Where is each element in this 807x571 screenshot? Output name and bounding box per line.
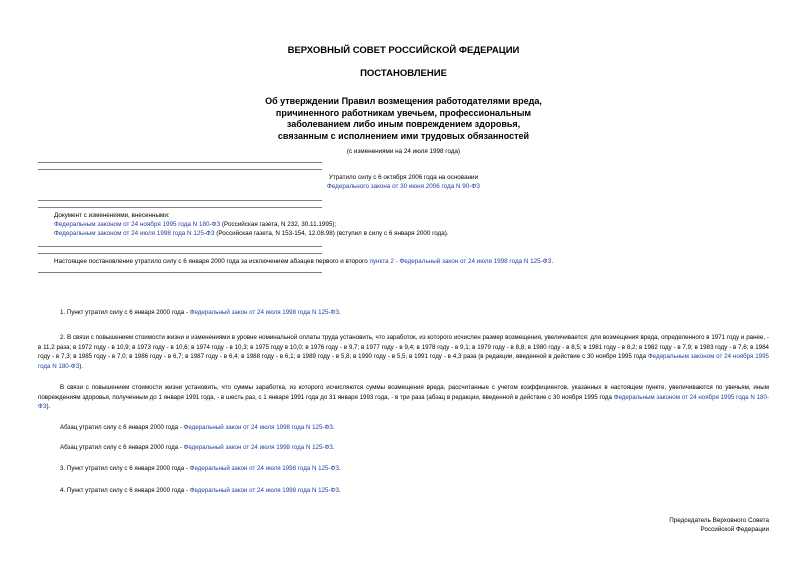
notice-text: Настоящее постановление утратило силу с 6 января 2000 года за исключением абзацев первого и второго (54, 258, 370, 265)
title-line: связанным с исполнением ими трудовых обязанностей (277, 130, 530, 141)
paragraph-end: . (332, 444, 335, 451)
paragraph-end: . (338, 309, 341, 316)
organization-title: ВЕРХОВНЫЙ СОВЕТ РОССИЙСКОЙ ФЕДЕРАЦИИ (287, 45, 520, 56)
change-text: (Российская газета, N 232, 30.11.1995); (220, 220, 337, 228)
changes-block (54, 212, 774, 238)
paragraph-2 (38, 333, 769, 371)
document-title (0, 96, 807, 142)
paragraph-end: . (338, 465, 341, 472)
amendment-note: (с изменениями на 24 июля 1998 года) (346, 148, 461, 155)
divider (38, 162, 322, 163)
changes-intro: Документ с изменениями, внесенными: (54, 212, 170, 219)
paragraph-3 (38, 383, 769, 412)
paragraph-5 (38, 443, 769, 453)
paragraph-text: Абзац утратил силу с 6 января 2000 года - (60, 444, 184, 451)
paragraph-link[interactable]: Федеральный закон от 24 июля 1998 года N 125-ФЗ (189, 487, 339, 494)
notice (54, 258, 784, 267)
paragraph-text: 3. Пункт утратил силу с 6 января 2000 года - (60, 465, 190, 472)
doc-type: ПОСТАНОВЛЕНИЕ (360, 68, 447, 79)
notice-end: . (551, 258, 554, 265)
paragraph-end: ). (46, 403, 51, 411)
signature-title: Председатель Верховного Совета (669, 517, 769, 524)
paragraph-text: 4. Пункт утратил силу с 6 января 2000 года - (60, 487, 190, 494)
lost-force-text: Утратило силу с 6 октября 2006 года на основании (328, 174, 479, 181)
paragraph-1 (38, 308, 769, 318)
paragraph-link[interactable]: Федеральным законом от 24 ноября 1995 года N 180-ФЗ (38, 393, 769, 411)
paragraph-7 (38, 486, 769, 496)
change-text: (Российская газета, N 153-154, 12.08.98) (вступил в силу с 6 января 2000 года). (214, 229, 449, 237)
paragraph-text: В связи с повышением стоимости жизни установить, что суммы заработка, из которого исчисляются суммы возмещения вреда, рассчитанные с учетом коэффициентов, указанных в настоящем пункте, увеличиваются по увечьям, иным повреждениям здоровья, полученным до 1 января 1991 года, - в шесть раз, с 1 января 1991 года до 31 января 1993 года, - в три раза (абзац в редакции, введенной в действие с 30 ноября 1995 года (38, 384, 769, 401)
paragraph-link[interactable]: Федеральный закон от 24 июля 1998 года N 125-ФЗ (189, 309, 339, 316)
paragraph-link[interactable]: Федеральный закон от 24 июля 1998 года N 125-ФЗ (183, 444, 333, 451)
change-item (54, 221, 774, 230)
notice-link[interactable]: пункта 2 - Федеральный закон от 24 июля 1998 года N 125-ФЗ (369, 258, 552, 265)
title-line: Об утверждении Правил возмещения работодателями вреда, (265, 96, 542, 106)
paragraph-link[interactable]: Федеральный закон от 24 июля 1998 года N 125-ФЗ (189, 465, 339, 472)
divider (38, 200, 322, 201)
change-link[interactable]: Федеральным законом от 24 ноября 1995 года N 180-ФЗ (54, 220, 221, 228)
divider (38, 169, 322, 170)
lost-force-link[interactable]: Федерального закона от 30 июня 2006 года N 90-ФЗ (327, 182, 480, 190)
paragraph-text: 2. В связи с повышением стоимости жизни и изменениями в уровне номинальной оплаты труда установить, что заработок, из которого исчислен размер возмещения, увеличивается: для возмещения вреда, определенного в 1971 году и ранее, - в 11,2 раза; в 1972 году - в 10,9; в 1973 году - в 10,6; в 1974 году - в 10,3; в 1975 году в 10,0; в 1976 году - в 9,7; в 1977 году - в 9,4; в 1978 году - в 9,1; в 1979 году - в 8,8; в 1980 году - в 8,5; в 1981 году - в 8,2; в 1982 году - в 7,9; в 1983 году - в 7,6; в 1984 году - в 7,3; в 1985 году - в 7,0; в 1986 году - в 6,7; в 1987 году - в 6,4; в 1988 году - в 6,1; в 1989 году - в 5,8; в 1990 году - в 5,5; в 1991 году - в 4,3 раза (в редакции, введенной в действие с 30 ноября 1995 года (38, 334, 769, 361)
signature (569, 517, 769, 535)
paragraph-link[interactable]: Федеральным законом от 24 ноября 1995 года N 180-ФЗ (38, 353, 769, 370)
paragraph-text: Абзац утратил силу с 6 января 2000 года - (60, 424, 184, 431)
paragraph-text: 1. Пункт утратил силу с 6 января 2000 года - (60, 309, 190, 316)
paragraph-link[interactable]: Федеральный закон от 24 июля 1998 года N 125-ФЗ (183, 424, 333, 431)
title-line: причиненного работникам увечьем, профессиональным (275, 107, 532, 118)
divider (38, 272, 322, 273)
change-item (54, 230, 774, 239)
paragraph-end: ). (79, 362, 83, 370)
divider (38, 253, 322, 254)
signature-org: Российской Федерации (700, 525, 769, 533)
lost-force-block (0, 174, 807, 192)
change-link[interactable]: Федеральным законом от 24 июля 1998 года N 125-ФЗ (54, 229, 215, 237)
title-line: заболеванием либо иным повреждением здоровья, (286, 119, 521, 129)
paragraph-end: . (332, 424, 335, 431)
paragraph-end: . (338, 487, 341, 494)
divider (38, 246, 322, 247)
paragraph-4 (38, 423, 769, 433)
paragraph-6 (38, 464, 769, 474)
divider (38, 207, 322, 208)
